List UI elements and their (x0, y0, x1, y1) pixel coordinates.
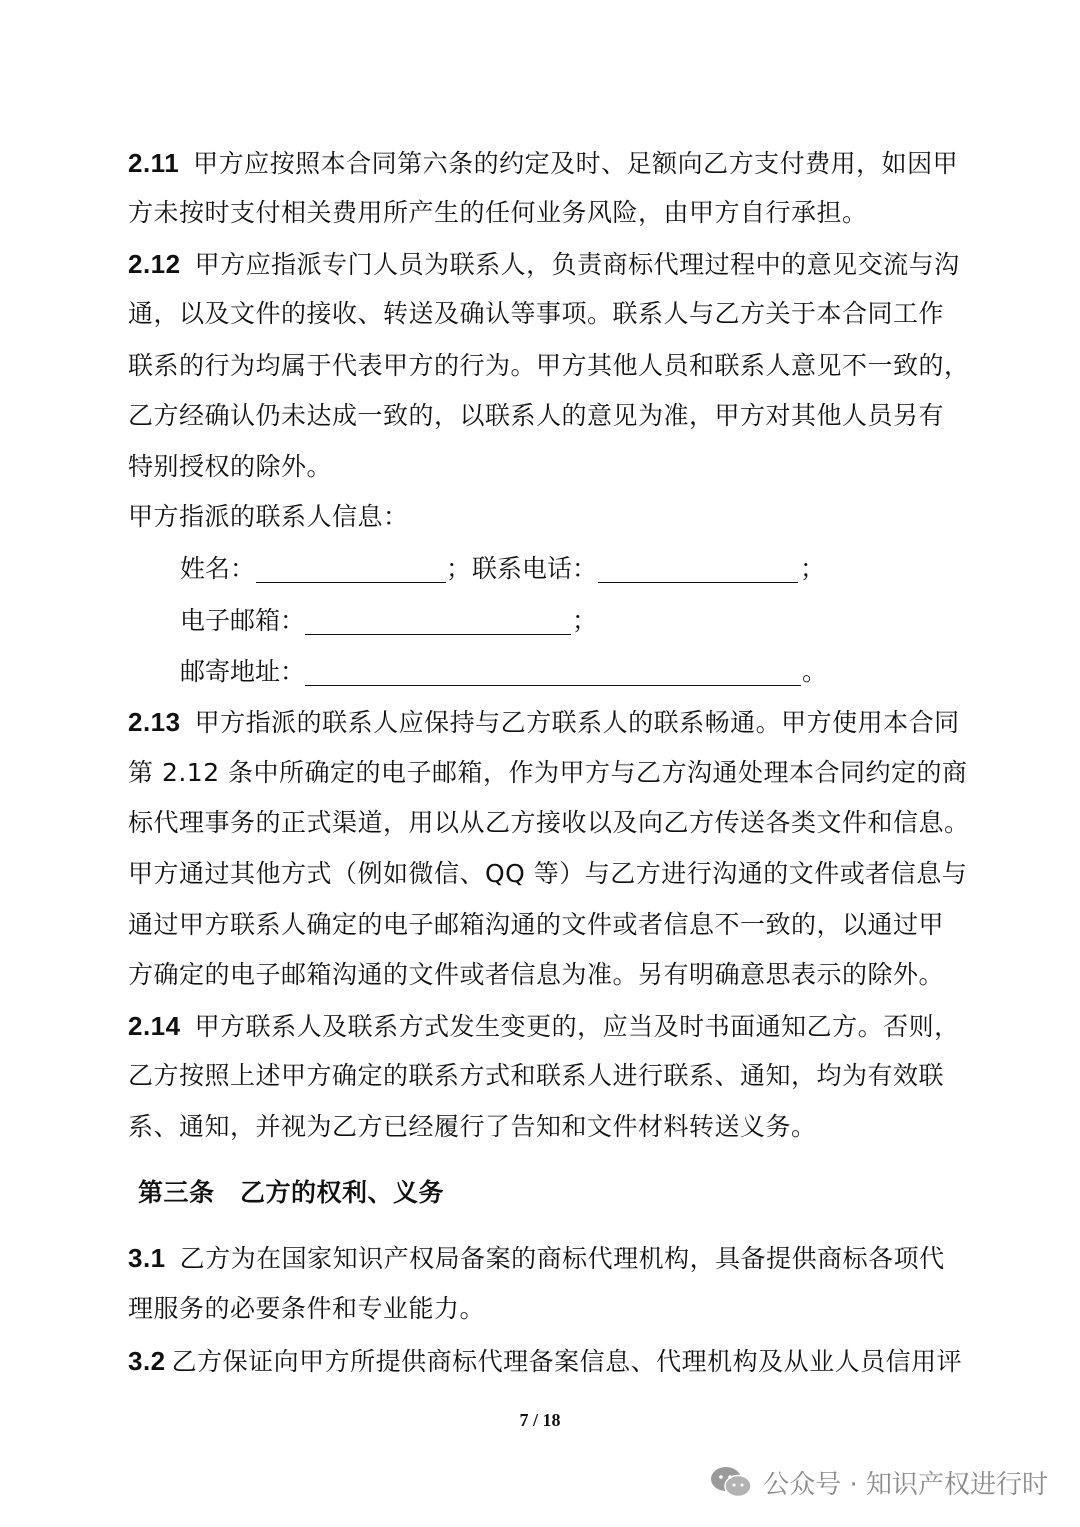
clause-2-11-line-1 (128, 146, 958, 181)
clause-number: 2.13 (128, 707, 181, 737)
separator: ； (572, 606, 598, 635)
clause-2-13-line-6: 方确定的电子邮箱沟通的文件或者信息为准。另有明确意思表示的除外。 (128, 960, 945, 989)
clause-2-12-line-1 (128, 247, 958, 282)
clause-2-12-line-2: 通，以及文件的接收、转送及确认等事项。联系人与乙方关于本合同工作 (128, 299, 945, 328)
watermark (709, 1462, 1048, 1502)
clause-text: 甲方应按照本合同第六条的约定及时、足额向乙方支付费用，如因甲 (193, 149, 959, 178)
contact-intro: 甲方指派的联系人信息： (128, 502, 409, 531)
page-number: 7 / 18 (519, 1410, 561, 1430)
watermark-text: 公众号 · 知识产权进行时 (763, 1469, 1048, 1500)
clause-2-14-line-3: 系、通知，并视为乙方已经履行了告知和文件材料转送义务。 (128, 1112, 817, 1141)
phone-label: 联系电话： (472, 554, 598, 583)
clause-number: 3.1 (128, 1243, 166, 1273)
clause-number: 3.2 (128, 1346, 166, 1376)
article-3-heading: 第三条 乙方的权利、义务 (138, 1178, 445, 1207)
clause-2-12-line-4: 乙方经确认仍未达成一致的，以联系人的意见为准，甲方对其他人员另有 (128, 401, 945, 430)
clause-text: 乙方保证向甲方所提供商标代理备案信息、代理机构及从业人员信用评 (171, 1347, 963, 1376)
clause-2-13-line-2: 第 2.12 条中所确定的电子邮箱，作为甲方与乙方沟通处理本合同约定的商 (128, 758, 968, 787)
phone-blank (598, 582, 798, 583)
clause-text: 乙方为在国家知识产权局备案的商标代理机构，具备提供商标各项代 (179, 1244, 945, 1273)
clause-3-2-line-1 (128, 1344, 963, 1379)
clause-2-13-line-1 (128, 705, 958, 740)
separator: 。 (802, 657, 828, 686)
clause-3-1-line-2: 理服务的必要条件和专业能力。 (128, 1294, 486, 1323)
clause-number: 2.12 (128, 249, 181, 279)
separator: ； (446, 554, 472, 583)
clause-text: 甲方指派的联系人应保持与乙方联系人的联系畅通。甲方使用本合同 (194, 708, 960, 737)
clause-2-11-line-2: 方未按时支付相关费用所产生的任何业务风险，由甲方自行承担。 (128, 198, 868, 227)
separator: ； (800, 554, 826, 583)
clause-number: 2.11 (128, 148, 180, 178)
email-label: 电子邮箱： (180, 606, 306, 635)
email-blank (305, 634, 571, 635)
clause-2-14-line-1 (128, 1009, 958, 1044)
clause-3-1-line-1 (128, 1241, 958, 1276)
wechat-icon (709, 1465, 753, 1499)
address-blank (305, 685, 801, 686)
clause-2-13-line-3: 标代理事务的正式渠道，用以从乙方接收以及向乙方传送各类文件和信息。 (128, 808, 970, 837)
name-blank (256, 582, 446, 583)
clause-2-12-line-3: 联系的行为均属于代表甲方的行为。甲方其他人员和联系人意见不一致的， (128, 351, 970, 380)
clause-2-13-line-5: 通过甲方联系人确定的电子邮箱沟通的文件或者信息不一致的，以通过甲 (128, 910, 945, 939)
clause-text: 甲方应指派专门人员为联系人，负责商标代理过程中的意见交流与沟 (194, 250, 960, 279)
clause-text: 甲方联系人及联系方式发生变更的，应当及时书面通知乙方。否则， (194, 1012, 960, 1041)
clause-2-13-line-4: 甲方通过其他方式（例如微信、QQ 等）与乙方进行沟通的文件或者信息与 (128, 859, 968, 888)
address-label: 邮寄地址： (180, 657, 306, 686)
clause-2-12-line-5: 特别授权的除外。 (128, 452, 333, 481)
clause-2-14-line-2: 乙方按照上述甲方确定的联系方式和联系人进行联系、通知，均为有效联 (128, 1061, 945, 1090)
name-label: 姓名： (180, 554, 256, 583)
clause-number: 2.14 (128, 1011, 181, 1041)
